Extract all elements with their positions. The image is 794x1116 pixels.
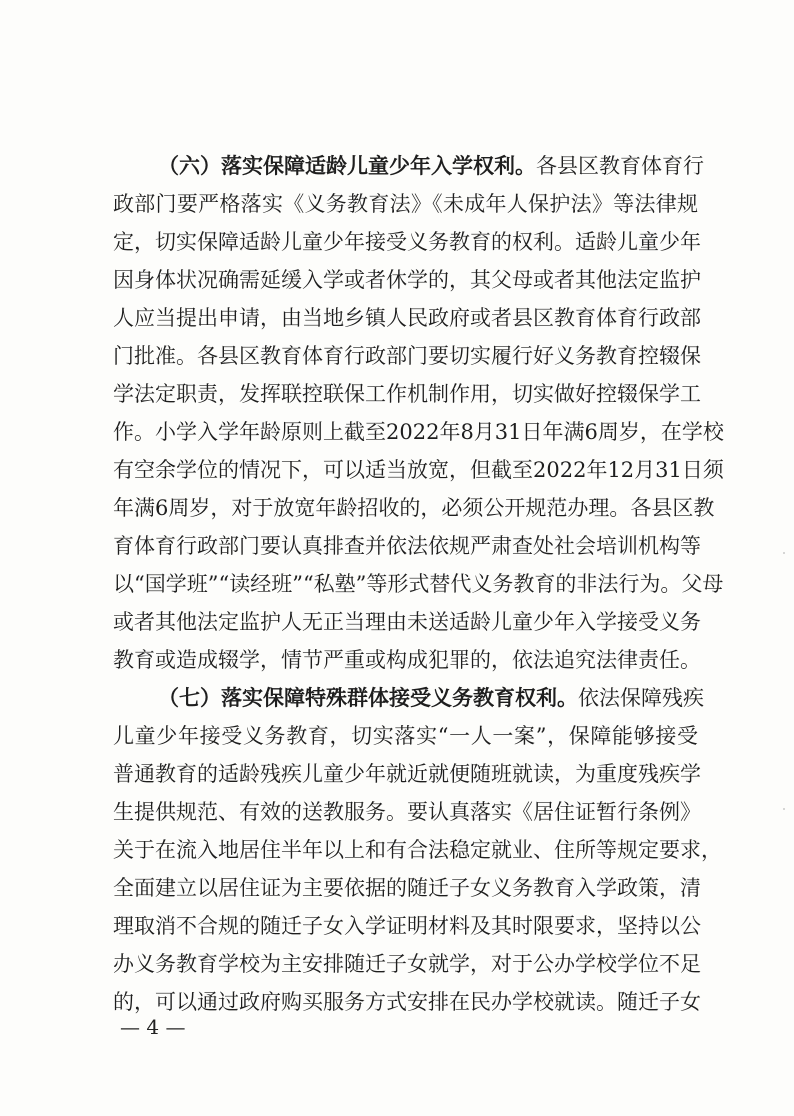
paragraph-6-line-7: 学法定职责，发挥联控联保工作机制作用，切实做好控辍保学工	[113, 382, 701, 406]
paragraph-6-line-9: 有空余学位的情况下，可以适当放宽，但截至2022年12月31日须	[113, 458, 724, 482]
page-number: — 4 —	[120, 1015, 186, 1039]
paragraph-6-line-4: 因身体状况确需延缓入学或者休学的，其父母或者其他法定监护	[113, 268, 701, 292]
paragraph-7-line-1: （七）落实保障特殊群体接受义务教育权利。依法保障残疾	[158, 685, 704, 710]
section-heading-7: （七）落实保障特殊群体接受义务教育权利。	[158, 685, 578, 710]
section-heading-6: （六）落实保障适龄儿童少年入学权利。	[158, 153, 536, 178]
paragraph-7-line-7: 理取消不合规的随迁子女入学证明材料及其时限要求，坚持以公	[113, 914, 701, 938]
scan-speck	[783, 808, 785, 810]
paragraph-6-line-5: 人应当提出申请，由当地乡镇人民政府或者县区教育体育行政部	[113, 306, 701, 330]
paragraph-7-line-6: 全面建立以居住证为主要依据的随迁子女义务教育入学政策，清	[113, 876, 701, 900]
paragraph-7-line-5: 关于在流入地居住半年以上和有合法稳定就业、住所等规定要求，	[113, 838, 722, 862]
paragraph-6-line-14: 教育或造成辍学，情节严重或构成犯罪的，依法追究法律责任。	[113, 648, 701, 672]
paragraph-6-line-6: 门批准。各县区教育体育行政部门要切实履行好义务教育控辍保	[113, 344, 701, 368]
paragraph-7-line-8: 办义务教育学校为主安排随迁子女就学，对于公办学校学位不足	[113, 952, 701, 976]
paragraph-6-line-10: 年满6周岁，对于放宽年龄招收的，必须公开规范办理。各县区教	[113, 496, 715, 520]
paragraph-6-line-12: 以“国学班”“读经班”“私塾”等形式替代义务教育的非法行为。父母	[113, 572, 724, 596]
paragraph-6-line-13: 或者其他法定监护人无正当理由未送适龄儿童少年入学接受义务	[113, 610, 701, 634]
paragraph-7-line-3: 普通教育的适龄残疾儿童少年就近就便随班就读，为重度残疾学	[113, 762, 701, 786]
paragraph-7-line-2: 儿童少年接受义务教育，切实落实“一人一案”，保障能够接受	[113, 724, 698, 748]
paragraph-6-line-3: 定，切实保障适龄儿童少年接受义务教育的权利。适龄儿童少年	[113, 230, 701, 254]
paragraph-7-line-9: 的，可以通过政府购买服务方式安排在民办学校就读。随迁子女	[113, 990, 701, 1014]
paragraph-6-line-8: 作。小学入学年龄原则上截至2022年8月31日年满6周岁，在学校	[113, 420, 724, 444]
scan-speck	[783, 552, 785, 554]
paragraph-7-line-4: 生提供规范、有效的送教服务。要认真落实《居住证暂行条例》	[113, 800, 701, 824]
paragraph-6-line-2: 政部门要严格落实《义务教育法》《未成年人保护法》等法律规	[113, 192, 698, 216]
paragraph-6-line-11: 育体育行政部门要认真排查并依法依规严肃查处社会培训机构等	[113, 534, 701, 558]
paragraph-6-line-1: （六）落实保障适龄儿童少年入学权利。各县区教育体育行	[158, 153, 704, 178]
